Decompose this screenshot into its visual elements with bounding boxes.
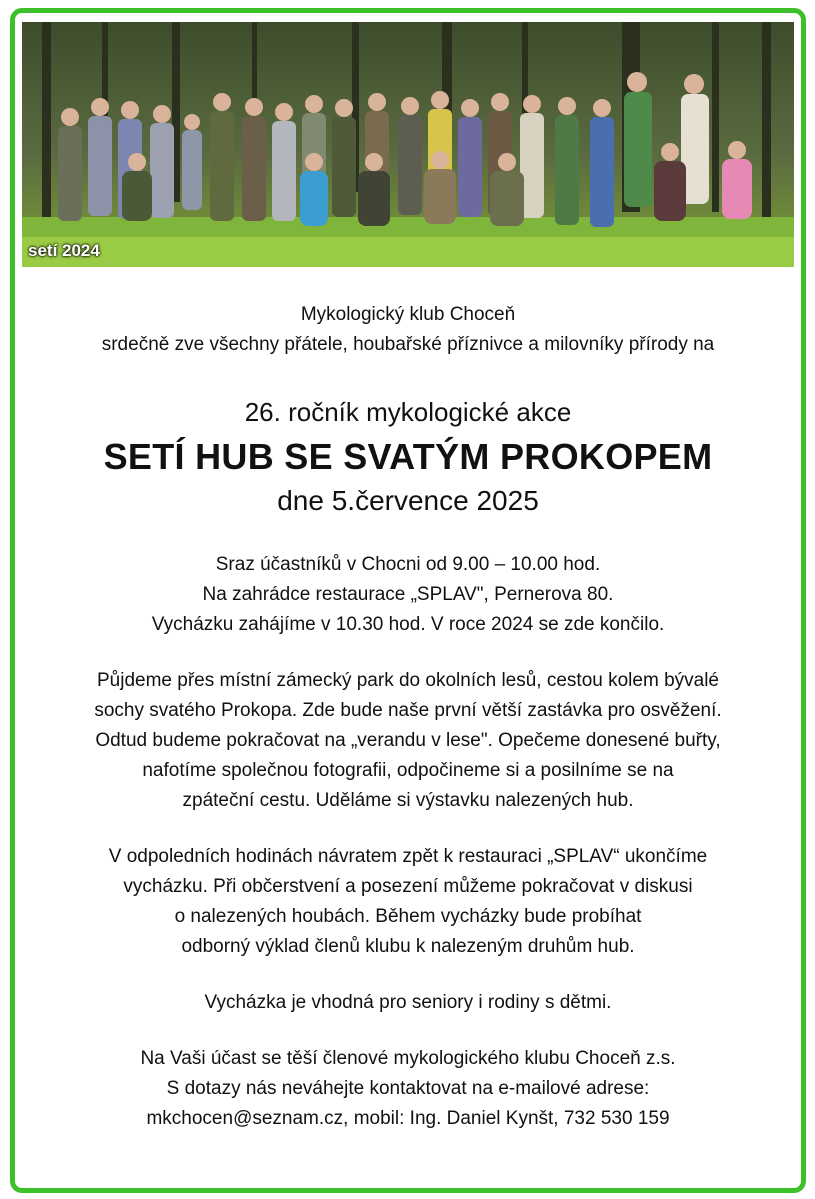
event-title: SETÍ HUB SE SVATÝM PROKOPEM (103, 436, 713, 477)
afternoon-line: odborný výklad členů klubu k nalezeným druhům hub. (181, 936, 635, 957)
route-line: zpáteční cestu. Uděláme si výstavku nalezených hub. (182, 790, 634, 811)
invite-line: srdečně zve všechny přátele, houbařské příznivce a milovníky přírody na (101, 334, 715, 355)
meeting-line: Sraz účastníků v Chocni od 9.00 – 10.00 hod. (215, 554, 601, 575)
contact-line: Na Vaši účast se těší členové mykologického klubu Choceň z.s. (140, 1048, 676, 1069)
afternoon-line: vycházku. Při občerstvení a posezení můžeme pokračovat v diskusi (123, 876, 693, 897)
suitability-line: Vycházka je vhodná pro seniory i rodiny s dětmi. (204, 992, 612, 1013)
route-line: Odtud budeme pokračovat na „verandu v lese". Opečeme donesené buřty, (95, 730, 721, 751)
invitation-content (22, 290, 794, 1134)
event-edition: 26. ročník mykologické akce (244, 397, 572, 427)
organizer-name: Mykologický klub Choceň (300, 304, 516, 325)
suitability-note (22, 988, 794, 1018)
event-date: dne 5.července 2025 (277, 485, 539, 516)
contact-info (22, 1044, 794, 1134)
route-line: nafotíme společnou fotografii, odpočineme si a posilníme se na (142, 760, 674, 781)
group-photo (22, 22, 794, 267)
afternoon-info (22, 842, 794, 962)
meeting-info (22, 550, 794, 640)
afternoon-line: V odpoledních hodinách návratem zpět k restauraci „SPLAV“ ukončíme (108, 846, 708, 867)
route-description (22, 666, 794, 816)
route-line: sochy svatého Prokopa. Zde bude naše první větší zastávka pro osvěžení. (94, 700, 722, 721)
meeting-line: Vycházku zahájíme v 10.30 hod. V roce 2024 se zde končilo. (151, 614, 665, 635)
route-line: Půjdeme přes místní zámecký park do okolních lesů, cestou kolem bývalé (96, 670, 719, 691)
photo-caption: setí 2024 (28, 241, 100, 260)
afternoon-line: o nalezených houbách. Během vycházky bude probíhat (174, 906, 642, 927)
contact-details: mkchocen@seznam.cz, mobil: Ing. Daniel Kynšt, 732 530 159 (146, 1108, 670, 1129)
forest-group-illustration (22, 22, 794, 267)
meeting-line: Na zahrádce restaurace „SPLAV", Pernerova 80. (202, 584, 614, 605)
contact-line: S dotazy nás neváhejte kontaktovat na e-mailové adrese: (166, 1078, 650, 1099)
